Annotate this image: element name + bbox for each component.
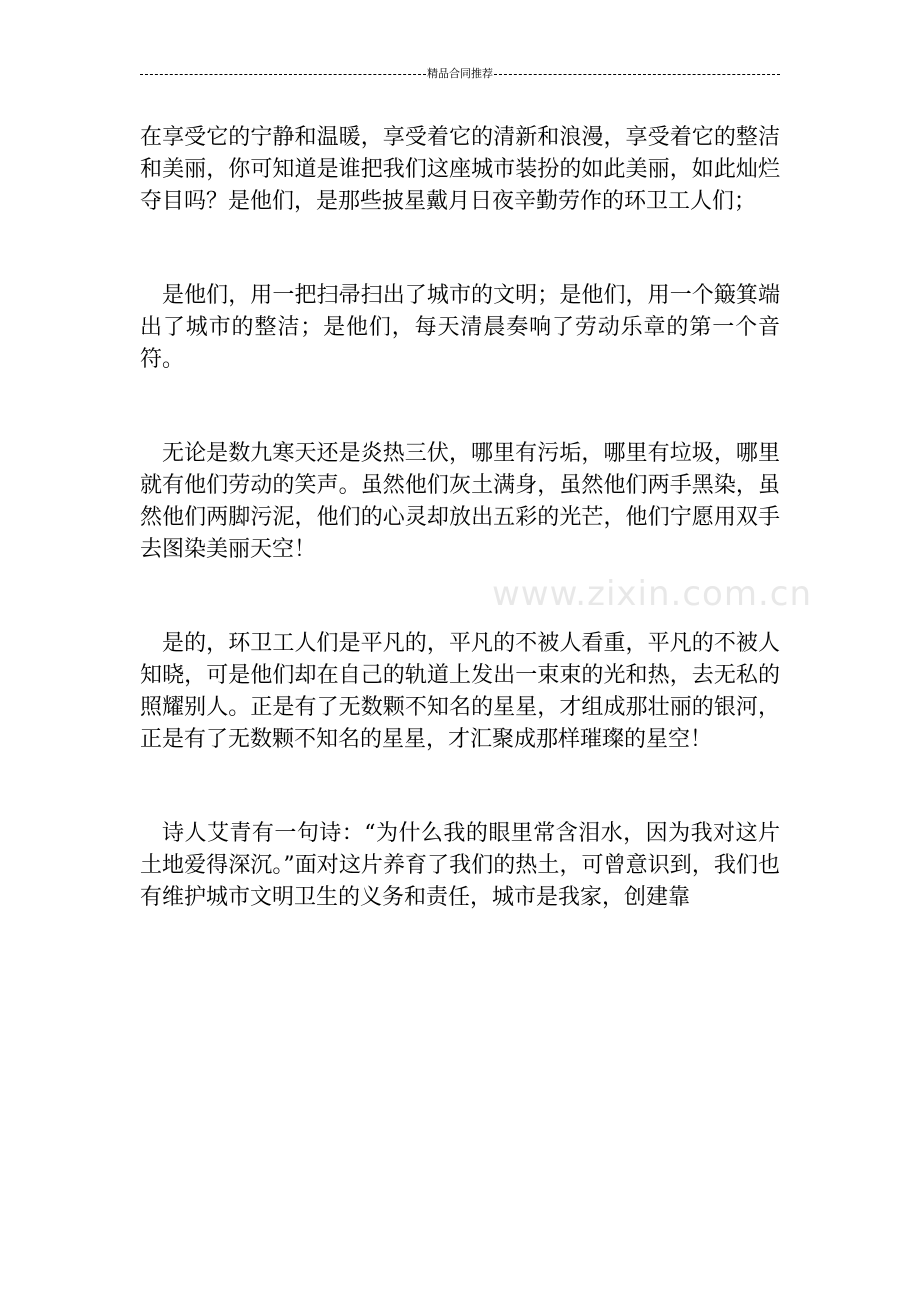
paragraph-4: 是的，环卫工人们是平凡的，平凡的不被人看重，平凡的不被人知晓，可是他们却在自己的轨道上发出一束束的光和热，去无私的照耀别人。正是有了无数颗不知名的星星，才组成那壮丽的银河，正是有了无数颗不知名的星星，才汇聚成那样璀璨的星空！: [140, 631, 780, 752]
header-left-dashes: [140, 74, 426, 75]
watermark: www.zixin.com.cn: [492, 574, 812, 614]
header-title: 精品合同推荐: [427, 67, 493, 80]
page-header: [140, 66, 780, 82]
paragraph-5: 诗人艾青有一句诗：“为什么我的眼里常含泪水，因为我对这片土地爱得深沉。”面对这片养育了我们的热土，可曾意识到，我们也有维护城市文明卫生的义务和责任，城市是我家，创建靠: [140, 821, 780, 910]
paragraph-3: 无论是数九寒天还是炎热三伏，哪里有污垢，哪里有垃圾，哪里就有他们劳动的笑声。虽然他们灰土满身，虽然他们两手黑染，虽然他们两脚污泥，他们的心灵却放出五彩的光芒，他们宁愿用双手去图染美丽天空！: [140, 441, 780, 562]
header-right-dashes: [494, 74, 780, 75]
paragraph-1: 在享受它的宁静和温暖，享受着它的清新和浪漫，享受着它的整洁和美丽，你可知道是谁把我们这座城市装扮的如此美丽，如此灿烂夺目吗？是他们，是那些披星戴月日夜辛勤劳作的环卫工人们；: [140, 125, 780, 214]
paragraph-2: 是他们，用一把扫帚扫出了城市的文明；是他们，用一个簸箕端出了城市的整洁；是他们，每天清晨奏响了劳动乐章的第一个音符。: [140, 283, 780, 372]
document-body: [140, 122, 780, 914]
